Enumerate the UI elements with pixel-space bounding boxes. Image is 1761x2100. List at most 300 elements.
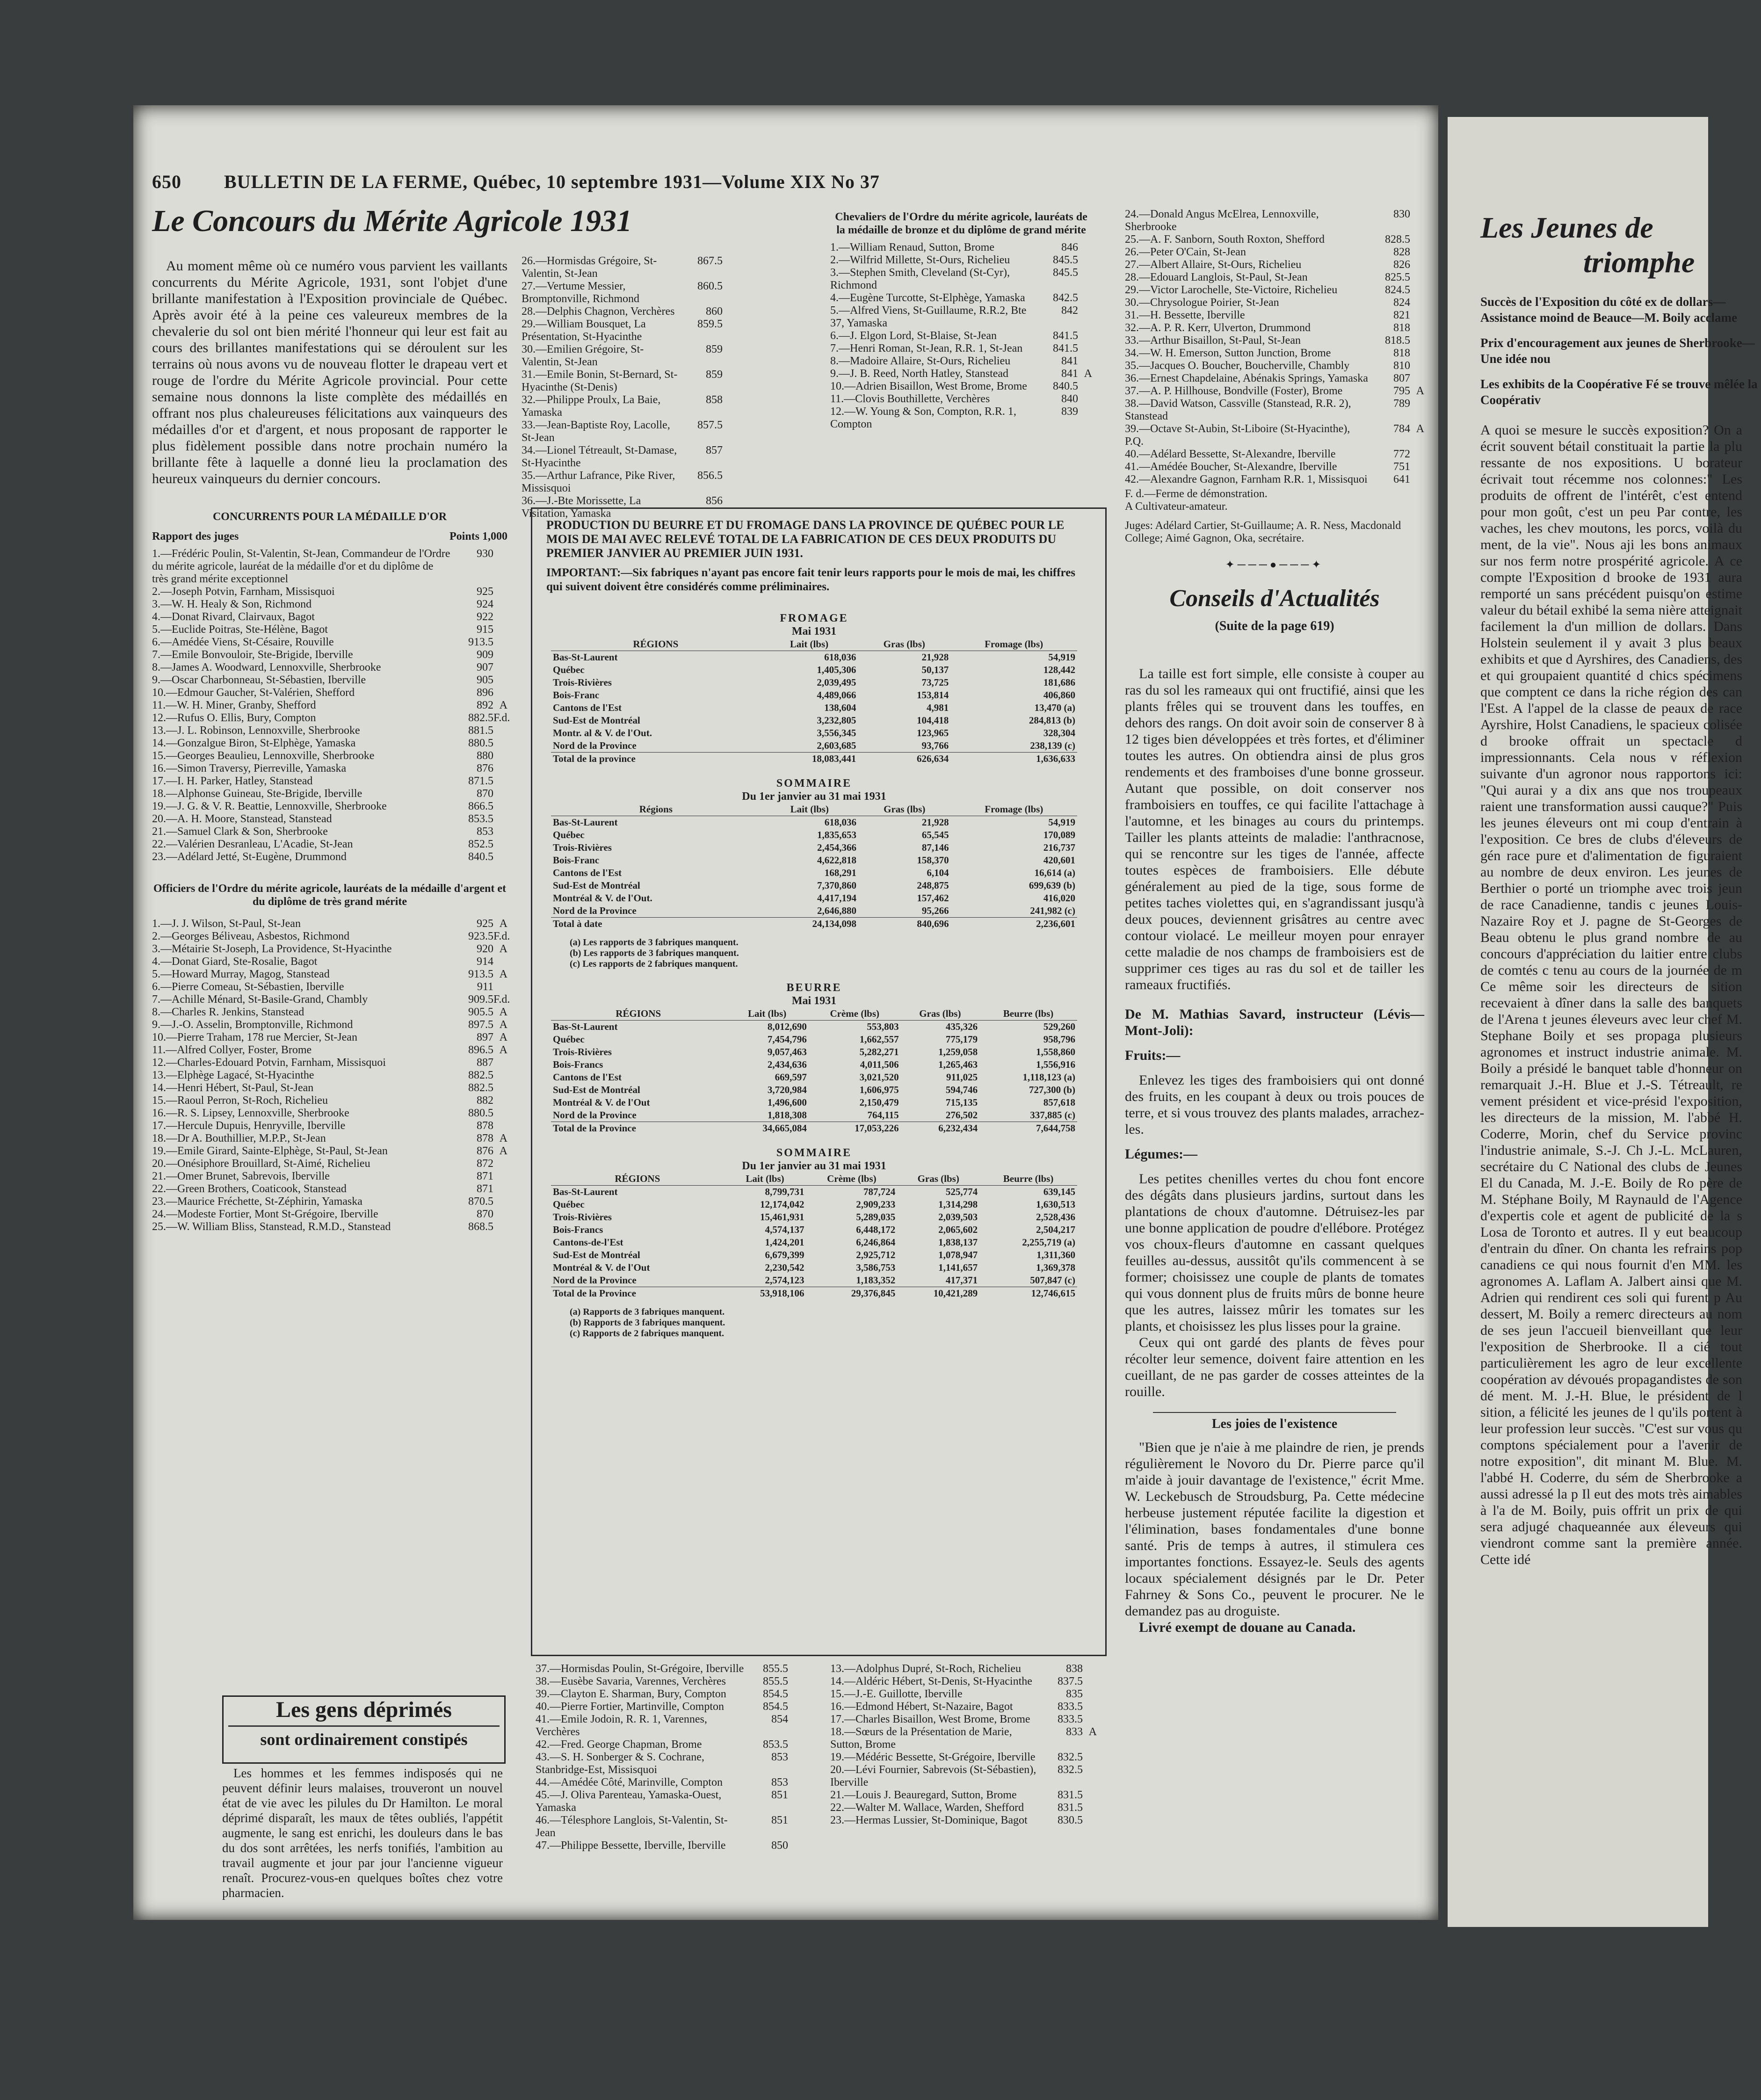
table-cell: Cantons de l'Est xyxy=(553,1072,622,1083)
table-cell: 1,265,463 xyxy=(938,1059,978,1070)
table-cell: 276,502 xyxy=(945,1109,978,1121)
table-cell: 54,919 xyxy=(1048,817,1075,828)
entry-points: 825.5 xyxy=(1385,271,1410,283)
entry-name: 3.—W. H. Healy & Son, Richmond xyxy=(152,598,312,610)
entry-name: 11.—W. H. Miner, Granby, Shefford xyxy=(152,699,316,711)
entry-mark: F.d. xyxy=(493,712,510,724)
entry-points: 876 xyxy=(477,1145,493,1157)
list-item xyxy=(152,1221,507,1233)
list-item xyxy=(522,318,737,343)
list-item xyxy=(152,1031,507,1044)
table-note: (a) Les rapports de 3 fabriques manquent. xyxy=(570,937,739,948)
table-cell: Trois-Rivières xyxy=(553,1211,612,1223)
entry-mark xyxy=(723,394,737,419)
column-header: RÉGIONS xyxy=(551,638,761,651)
list-item xyxy=(152,1107,507,1120)
entry-mark xyxy=(493,788,507,800)
entry-mark: A xyxy=(1088,1726,1097,1738)
entry-name: 3.—Métairie St-Joseph, La Providence, St-Hyacinthe xyxy=(152,943,392,955)
entry-mark xyxy=(1410,271,1424,284)
entry-points: 924 xyxy=(477,598,493,610)
entry-name: 38.—David Watson, Cassville (Stanstead, R.R. 2), Stanstead xyxy=(1125,398,1351,422)
table-cell: 1,369,378 xyxy=(1036,1262,1075,1273)
table-cell: 73,725 xyxy=(921,677,949,688)
list-item xyxy=(830,342,1092,355)
list-item xyxy=(152,750,507,762)
table-cell: 93,766 xyxy=(921,740,949,751)
entry-name: 10.—Pierre Traham, 178 rue Mercier, St-Jean xyxy=(152,1031,357,1043)
list-item xyxy=(522,280,737,305)
total-row xyxy=(551,1287,1077,1300)
legend-fd: F. d.—Ferme de démonstration. xyxy=(1125,488,1268,500)
entry-name: 12.—W. Young & Son, Compton, R.R. 1, Compton xyxy=(830,406,1016,430)
entry-name: 10.—Edmour Gaucher, St-Valérien, Shefford xyxy=(152,687,355,699)
entry-mark xyxy=(1083,1688,1097,1701)
conseils-byline: De M. Mathias Savard, instructeur (Lévis—Mont-Joli): xyxy=(1125,1007,1424,1038)
table-row xyxy=(551,1096,1077,1109)
entry-mark xyxy=(1083,1802,1097,1814)
list-item xyxy=(152,737,507,750)
table-cell: 2,065,602 xyxy=(938,1224,978,1235)
total-cell: 2,236,601 xyxy=(951,918,1077,931)
table-cell: 2,504,217 xyxy=(1036,1224,1075,1235)
list-item xyxy=(152,548,507,586)
entry-name: 30.—Emilien Grégoire, St-Valentin, St-Jean xyxy=(522,343,644,368)
table-cell: 4,981 xyxy=(926,702,949,713)
entry-points: 892 xyxy=(477,699,493,711)
list-item xyxy=(830,1751,1097,1764)
list-item xyxy=(830,267,1092,292)
entry-name: 35.—Jacques O. Boucher, Boucherville, Chambly xyxy=(1125,360,1350,372)
table-cell: 2,603,685 xyxy=(817,740,856,751)
entry-points: 878 xyxy=(477,1132,493,1144)
entry-mark xyxy=(1410,208,1424,233)
list-item xyxy=(152,1082,507,1094)
chevaliers-heading: Chevaliers de l'Ordre du mérite agricole, lauréats de la médaille de bronze et du diplôme de grand mérite xyxy=(835,211,1087,236)
conseils-paragraph: La taille est fort simple, elle consiste à couper au ras du sol les rameaux qui ont fructifié, ainsi que les plants frêles qui se trouvent dans les touffes, en dehors des rangs. On doit avoir soin de conserver 8 à 12 tiges bien développées et très fortes, et d'éliminer toutes les autres. On obtiendra ainsi de plus gros rendements et des framboises d'une bonne grosseur. Autant que possible, on doit conserver nos framboisiers en touffes, ce qui facilite l'attachage à l'automne, et les binages au cours du printemps. Tailler les plants atteints de maladie: l'anthracnose, qui se rencontre sur les tiges de l'année, affecte toutes espèces de framboisiers. Elle débute généralement au pied de la tige, sous forme de petites taches violettes qui, en s'agrandissant jusqu'à deux pouces, deviennent grisâtres au centre avec contour violacé. Le meilleur moyen pour enrayer cette maladie de nos champs de framboisiers est de supprimer ces tiges au ras du sol et de tailler les rameaux fructifiés. xyxy=(1125,666,1424,992)
table-note: (c) Rapports de 2 fabriques manquent. xyxy=(570,1328,725,1339)
table-row xyxy=(551,1236,1077,1249)
table-cell: 238,139 (c) xyxy=(1030,740,1075,751)
list-item xyxy=(1125,360,1424,372)
table-row xyxy=(551,702,1077,714)
entry-name: 28.—Delphis Chagnon, Verchères xyxy=(522,305,675,318)
entry-mark xyxy=(493,737,507,750)
list-item xyxy=(152,813,507,826)
entry-name: 16.—Simon Traversy, Pierreville, Yamaska xyxy=(152,762,347,775)
entry-name: 1.—William Renaud, Sutton, Brome xyxy=(830,241,994,253)
entry-mark xyxy=(493,826,507,838)
entry-mark xyxy=(1078,355,1092,368)
entry-name: 29.—Victor Larochelle, Ste-Victoire, Richelieu xyxy=(1125,284,1338,296)
bottom-list-col3 xyxy=(830,1663,1097,1827)
entry-mark: A xyxy=(499,968,507,980)
table-row xyxy=(551,1071,1077,1084)
production-important: IMPORTANT:—Six fabriques n'ayant pas encore fait tenir leurs rapports pour le mois de mai, les chiffres qui suivent doivent être considérés comme préliminaires. xyxy=(546,566,1076,593)
list-item xyxy=(152,598,507,611)
entry-mark xyxy=(1078,267,1092,292)
table-cell: Sud-Est de Montréal xyxy=(553,880,640,891)
list-item xyxy=(830,1814,1097,1827)
article-title: Le Concours du Mérite Agricole 1931 xyxy=(152,204,632,238)
entry-mark xyxy=(788,1713,802,1738)
entry-mark xyxy=(1083,1814,1097,1827)
entry-mark xyxy=(788,1814,802,1839)
table-row xyxy=(551,1021,1077,1034)
entry-name: 32.—Philippe Proulx, La Baie, Yamaska xyxy=(522,394,661,419)
entry-mark xyxy=(1410,233,1424,246)
entry-mark xyxy=(1078,304,1092,330)
table-row xyxy=(551,879,1077,892)
list-item xyxy=(536,1751,802,1776)
entry-mark: A xyxy=(499,1031,507,1043)
table-cell: 715,135 xyxy=(945,1097,978,1108)
entry-mark xyxy=(1410,309,1424,322)
table-cell: 1,556,916 xyxy=(1036,1059,1075,1070)
table-cell: 2,150,479 xyxy=(859,1097,899,1108)
entry-points: 880 xyxy=(477,750,493,762)
table-cell: 4,574,137 xyxy=(765,1224,804,1235)
entry-points: 807 xyxy=(1393,372,1410,384)
entry-name: 6.—Pierre Comeau, St-Sébastien, Iberville xyxy=(152,981,344,993)
entry-mark xyxy=(493,1195,507,1208)
table-note: (b) Les rapports de 3 fabriques manquent. xyxy=(570,948,739,958)
table-cell: 241,982 (c) xyxy=(1030,905,1075,916)
conseils-subtitle: (Suite de la page 619) xyxy=(1215,619,1334,633)
list-item xyxy=(522,444,737,470)
right-column xyxy=(1480,210,1761,1568)
table-row xyxy=(551,1186,1077,1199)
entry-mark xyxy=(1083,1751,1097,1764)
table-note: (c) Les rapports de 2 fabriques manquent. xyxy=(570,959,738,969)
list-item xyxy=(152,943,507,956)
list-item xyxy=(152,623,507,636)
entry-mark xyxy=(493,636,507,649)
column-header: Lait (lbs) xyxy=(761,638,858,651)
table-cell: 3,586,753 xyxy=(856,1262,896,1273)
right-title-2: triomphe xyxy=(1583,246,1695,279)
table-cell: 1,838,137 xyxy=(938,1237,978,1248)
entry-mark xyxy=(1078,380,1092,393)
table-cell: 123,965 xyxy=(916,727,949,739)
table-cell: 1,606,975 xyxy=(859,1084,899,1095)
entry-points: 857 xyxy=(706,444,723,456)
entry-mark: A xyxy=(499,1145,507,1157)
table-row xyxy=(551,651,1077,664)
list-item xyxy=(1125,271,1424,284)
list-item xyxy=(1125,208,1424,233)
entry-points: 859 xyxy=(706,369,723,381)
entry-points: 905 xyxy=(477,674,493,686)
list-item xyxy=(152,788,507,800)
table-cell: 1,141,657 xyxy=(938,1262,978,1273)
legumes-paragraph-2: Ceux qui ont gardé des plants de fèves pour récolter leur semence, doivent faire attention en les cueillant, de ne pas garder de cosses atteintes de la rouille. xyxy=(1125,1335,1424,1399)
table-cell: 104,418 xyxy=(916,715,949,726)
entry-points: 856 xyxy=(706,495,723,507)
entry-name: 1.—Frédéric Poulin, St-Valentin, St-Jean, Commandeur de l'Ordre du mérite agricole, lauréat de la médaille d'or et du diplôme de très grand mérite exceptionnel xyxy=(152,548,450,585)
list-item xyxy=(152,826,507,838)
entry-name: 43.—S. H. Sonberger & S. Cochrane, Stanbridge-Est, Missisquoi xyxy=(536,1751,704,1776)
table-row xyxy=(551,689,1077,702)
list-item xyxy=(830,1802,1097,1814)
officers-heading: Officiers de l'Ordre du mérite agricole, lauréats de la médaille d'argent et du diplôme de très grand mérite xyxy=(153,883,507,908)
table-cell: Nord de la Province xyxy=(553,1274,637,1286)
entry-points: 830 xyxy=(1393,208,1410,220)
entry-name: 15.—Georges Beaulieu, Lennoxville, Sherbrooke xyxy=(152,750,375,762)
entry-points: 818.5 xyxy=(1385,334,1410,347)
list-item xyxy=(152,1170,507,1183)
entry-mark xyxy=(493,1107,507,1120)
conseils-title: Conseils d'Actualités xyxy=(1169,585,1380,612)
table-cell: 639,145 xyxy=(1043,1186,1075,1197)
list-item xyxy=(1125,334,1424,347)
list-item xyxy=(830,241,1092,254)
list-item xyxy=(152,762,507,775)
table-cell: Sud-Est de Montréal xyxy=(553,715,640,726)
list-item xyxy=(1125,423,1424,448)
table-cell: 787,724 xyxy=(863,1186,896,1197)
entry-mark xyxy=(493,623,507,636)
entry-mark xyxy=(493,1158,507,1170)
table-row xyxy=(551,1198,1077,1211)
table-cell: Bas-St-Laurent xyxy=(553,1021,618,1032)
ad-divider xyxy=(228,1725,500,1727)
table-cell: 4,417,194 xyxy=(817,892,856,904)
joies-paragraph: "Bien que je n'aie à me plaindre de rien, je prends régulièrement le Novoro du Dr. Pierre parce qu'il m'aide à jouir davantage de l'existence," écrit Mme. W. Leckebusch de Stroudsburg, Pa. Cette médecine herbeuse justement réputée facilite la digestion et l'élimination, bases fondamentales d'une bonne santé. Pris de temps à autres, il stimulera ces importantes fonctions. Essayez-le. Seuls des agents locaux spécialement désignés par le Dr. Peter Fahrney & Sons Co., peuvent le procurer. Ne le demandez pas au droguiste. xyxy=(1125,1440,1424,1619)
table-cell: 21,928 xyxy=(921,652,949,663)
total-cell: 18,083,441 xyxy=(761,753,858,766)
table-cell: 727,300 (b) xyxy=(1029,1084,1075,1095)
entry-points: 795 xyxy=(1393,385,1410,397)
entry-name: 33.—Arthur Bisaillon, St-Paul, St-Jean xyxy=(1125,334,1301,347)
table-cell: Nord de la Province xyxy=(553,905,637,916)
sommaire2-period: Du 1er janvier au 31 mai 1931 xyxy=(742,1160,886,1172)
right-deck-2: Prix d'encouragement aux jeunes de Sherbrooke—Une idée nou xyxy=(1480,336,1755,366)
entry-mark xyxy=(1410,246,1424,259)
officers-list xyxy=(152,918,510,1233)
table-row xyxy=(551,1261,1077,1274)
entry-points: 856.5 xyxy=(697,470,723,482)
table-row xyxy=(551,727,1077,739)
entry-points: 821 xyxy=(1393,309,1410,321)
entry-points: 907 xyxy=(477,661,493,673)
table-cell: 1,835,653 xyxy=(817,829,856,840)
table-cell: 3,021,520 xyxy=(859,1072,899,1083)
column-header: RÉGIONS xyxy=(551,1007,725,1021)
entry-points: 830.5 xyxy=(1058,1814,1083,1826)
entry-points: 922 xyxy=(477,611,493,623)
table-cell: 6,246,864 xyxy=(856,1237,896,1248)
list-item xyxy=(536,1675,802,1688)
masthead-line: BULLETIN DE LA FERME, Québec, 10 septembre 1931—Volume XIX No 37 xyxy=(224,171,880,192)
entry-mark xyxy=(1078,330,1092,342)
table-cell: 5,289,035 xyxy=(856,1211,896,1223)
entry-mark xyxy=(788,1688,802,1701)
table-cell: 50,137 xyxy=(921,664,949,675)
fromage-title: FROMAGE xyxy=(780,612,848,624)
table-cell: 420,601 xyxy=(1043,854,1075,866)
entry-name: 9.—J. B. Reed, North Hatley, Stanstead xyxy=(830,368,1009,380)
table-cell: 594,746 xyxy=(945,1084,978,1095)
table-row xyxy=(551,1033,1077,1046)
list-item xyxy=(152,674,507,687)
entry-mark xyxy=(493,981,507,993)
entry-mark xyxy=(493,649,507,661)
entry-name: 10.—Adrien Bisaillon, West Brome, Brome xyxy=(830,380,1027,392)
entry-mark xyxy=(723,343,737,369)
list-item xyxy=(830,1789,1097,1802)
entry-name: 40.—Pierre Fortier, Martinville, Compton xyxy=(536,1701,724,1713)
production-table-box xyxy=(531,507,1107,1656)
entry-points: 896.5 xyxy=(468,1044,493,1056)
right-deck-3: Les exhibits de la Coopérative Fé se trouve mêlée la Coopérativ xyxy=(1480,377,1758,407)
entry-mark xyxy=(1410,297,1424,309)
list-item xyxy=(1125,259,1424,271)
column-header: Beurre (lbs) xyxy=(979,1173,1077,1186)
table-row xyxy=(551,739,1077,753)
list-item xyxy=(1125,322,1424,334)
entry-points: 913.5 xyxy=(468,968,493,980)
total-cell: Total de la province xyxy=(551,753,761,766)
entry-points: 870 xyxy=(477,1208,493,1220)
list-item xyxy=(152,930,510,943)
entry-points: 845.5 xyxy=(1053,254,1078,266)
entry-points: 828.5 xyxy=(1385,233,1410,246)
table-row xyxy=(551,1084,1077,1096)
table-cell: Trois-Rivières xyxy=(553,842,612,853)
entry-name: 30.—Chrysologue Poirier, St-Jean xyxy=(1125,297,1279,309)
entry-points: 789 xyxy=(1393,398,1410,410)
table-cell: Nord de la Province xyxy=(553,740,637,751)
entry-points: 870.5 xyxy=(468,1195,493,1208)
bottom2-entries xyxy=(536,1663,802,1852)
table-cell: 416,020 xyxy=(1043,892,1075,904)
entry-name: 25.—W. William Bliss, Stanstead, R.M.D., Stanstead xyxy=(152,1221,391,1233)
list-item xyxy=(1125,473,1424,486)
table-row xyxy=(551,676,1077,689)
table-cell: Montréal & V. de l'Out xyxy=(553,1262,650,1273)
entry-name: 14.—Henri Hébert, St-Paul, St-Jean xyxy=(152,1082,314,1094)
entry-name: 26.—Hormisdas Grégoire, St-Valentin, St-Jean xyxy=(522,255,657,280)
fruits-label: Fruits:— xyxy=(1125,1048,1181,1063)
list-item xyxy=(152,712,510,724)
entry-name: 19.—J. G. & V. R. Beattie, Lennoxville, Sherbrooke xyxy=(152,800,387,812)
entry-name: 21.—Omer Brunet, Sabrevois, Iberville xyxy=(152,1170,330,1182)
list-item xyxy=(522,470,737,495)
table-row xyxy=(551,664,1077,676)
beurre-title: BEURRE xyxy=(786,982,842,994)
table-cell: 553,803 xyxy=(867,1021,899,1032)
sommaire2-table xyxy=(551,1173,1077,1300)
table-cell: 153,814 xyxy=(916,689,949,701)
entry-points: 871 xyxy=(477,1183,493,1195)
entry-points: 857.5 xyxy=(697,419,723,431)
list-item xyxy=(1125,385,1424,398)
entry-mark xyxy=(1078,342,1092,355)
list-item xyxy=(830,1713,1097,1726)
list-item xyxy=(152,1069,507,1082)
table-row xyxy=(551,854,1077,867)
column-2-list xyxy=(522,255,737,520)
table-cell: 9,057,463 xyxy=(767,1046,807,1057)
entry-points: 876 xyxy=(477,762,493,775)
total-cell: Total de la Province xyxy=(551,1287,724,1300)
entry-mark xyxy=(723,369,737,394)
entry-name: 17.—Hercule Dupuis, Henryville, Iberville xyxy=(152,1120,346,1132)
right-title-1: Les Jeunes de xyxy=(1480,211,1653,244)
table-cell: Québec xyxy=(553,1199,585,1210)
table-row xyxy=(551,1058,1077,1071)
list-item xyxy=(1125,372,1424,385)
entry-name: 26.—Peter O'Cain, St-Jean xyxy=(1125,246,1246,258)
list-item xyxy=(152,1044,507,1057)
entry-mark xyxy=(1410,347,1424,360)
list-item xyxy=(522,394,737,419)
entry-name: 32.—A. P. R. Kerr, Ulverton, Drummond xyxy=(1125,322,1311,334)
table-cell: Bas-St-Laurent xyxy=(553,652,618,663)
column-header: Gras (lbs) xyxy=(897,1173,979,1186)
entry-points: 833.5 xyxy=(1058,1713,1083,1725)
entry-mark xyxy=(788,1675,802,1688)
entry-mark xyxy=(493,775,507,788)
entry-mark xyxy=(1410,448,1424,461)
list-item xyxy=(152,611,507,623)
entry-points: 866.5 xyxy=(468,800,493,812)
col3-entries xyxy=(830,241,1092,431)
table-cell: 1,818,308 xyxy=(767,1109,807,1121)
table-cell: Montréal & V. de l'Out. xyxy=(553,892,652,904)
total-cell: 10,421,289 xyxy=(897,1287,979,1300)
entry-mark xyxy=(1410,284,1424,297)
list-item xyxy=(1125,297,1424,309)
entry-mark xyxy=(1410,398,1424,423)
table-cell: 1,183,352 xyxy=(856,1274,896,1286)
entry-points: 896 xyxy=(477,687,493,699)
entry-mark xyxy=(788,1839,802,1852)
table-cell: Bois-Francs xyxy=(553,1224,603,1235)
entry-name: 15.—J.-E. Guillotte, Iberville xyxy=(830,1688,963,1700)
entry-name: 9.—Oscar Charbonneau, St-Sébastien, Iberville xyxy=(152,674,366,686)
table-cell: 525,774 xyxy=(945,1186,978,1197)
table-cell: 6,104 xyxy=(927,867,949,878)
entry-points: 925 xyxy=(477,586,493,598)
entry-name: 36.—Ernest Chapdelaine, Abénakis Springs, Yamaska xyxy=(1125,372,1368,384)
total-cell: 1,636,633 xyxy=(950,753,1077,766)
legend-a: A Cultivateur-amateur. xyxy=(1125,500,1228,513)
table-cell: 3,556,345 xyxy=(817,727,856,739)
ad-body: Les hommes et les femmes indisposés qui ne peuvent définir leurs malaises, trouveront un nouvel état de vie avec les pilules du Dr Hamilton. Le moral déprimé disparaît, les maux de têtes oubliés, l'appétit augmente, le sang est enrichi, les douleurs dans le bas du dos sont arrêtées, les nerfs tonifiés, l'ambition au travail augmente et jour par jour l'ancienne vigueur renaît. Procurez-vous-en quelques boîtes chez votre pharmacien. xyxy=(222,1766,503,1900)
entry-points: 859 xyxy=(706,343,723,355)
table-cell: Bois-Franc xyxy=(553,689,600,701)
table-cell: 2,925,712 xyxy=(856,1249,896,1260)
table-cell: 2,646,880 xyxy=(817,905,856,916)
entry-mark xyxy=(1078,254,1092,267)
bottom-list-col2 xyxy=(536,1663,802,1852)
entry-mark xyxy=(1410,473,1424,486)
entry-mark: A xyxy=(499,943,507,955)
table-cell: 181,686 xyxy=(1043,677,1075,688)
table-cell: Trois-Rivières xyxy=(553,1046,612,1057)
list-item xyxy=(152,724,507,737)
entry-mark xyxy=(493,762,507,775)
sommaire1-title: SOMMAIRE xyxy=(776,777,852,789)
entry-name: 20.—Lévi Fournier, Sabrevois (St-Sébastien), Iberville xyxy=(830,1764,1036,1789)
entry-name: 25.—A. F. Sanborn, South Roxton, Shefford xyxy=(1125,233,1325,246)
table-cell: 1,259,058 xyxy=(938,1046,978,1057)
table-cell: 1,558,860 xyxy=(1036,1046,1075,1057)
table-cell: 3,232,805 xyxy=(817,715,856,726)
entry-name: 22.—Green Brothers, Coaticook, Stanstead xyxy=(152,1183,347,1195)
